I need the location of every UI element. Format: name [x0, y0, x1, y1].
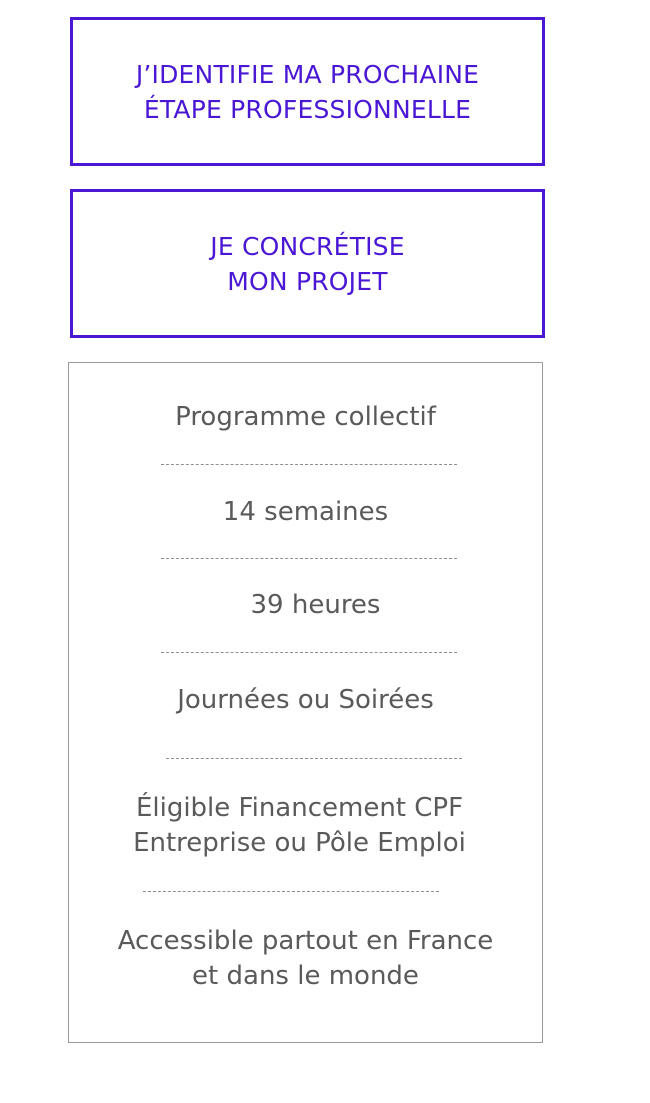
separator [166, 758, 462, 759]
separator [143, 891, 439, 892]
step-identify-line1: J’IDENTIFIE MA PROCHAINE [135, 59, 480, 89]
program-type: Programme collectif [175, 402, 436, 432]
access-line-2: et dans le monde [192, 961, 419, 991]
program-duration: 14 semaines [222, 497, 389, 527]
program-info-panel [68, 362, 543, 1043]
separator [161, 652, 457, 653]
step-concretize-line2: MON PROJET [227, 266, 388, 296]
step-identify-line2: ÉTAPE PROFESSIONNELLE [143, 94, 472, 124]
program-schedule: Journées ou Soirées [177, 685, 434, 715]
step-identify-button[interactable] [70, 17, 545, 166]
step-concretize-button[interactable] [70, 189, 545, 338]
separator [161, 464, 457, 465]
funding-line-1: Éligible Financement CPF [135, 793, 464, 823]
program-hours: 39 heures [250, 590, 381, 620]
access-line-1: Accessible partout en France [117, 926, 494, 956]
separator [161, 558, 457, 559]
step-concretize-line1: JE CONCRÉTISE [210, 231, 405, 261]
funding-line-2: Entreprise ou Pôle Emploi [133, 828, 466, 858]
